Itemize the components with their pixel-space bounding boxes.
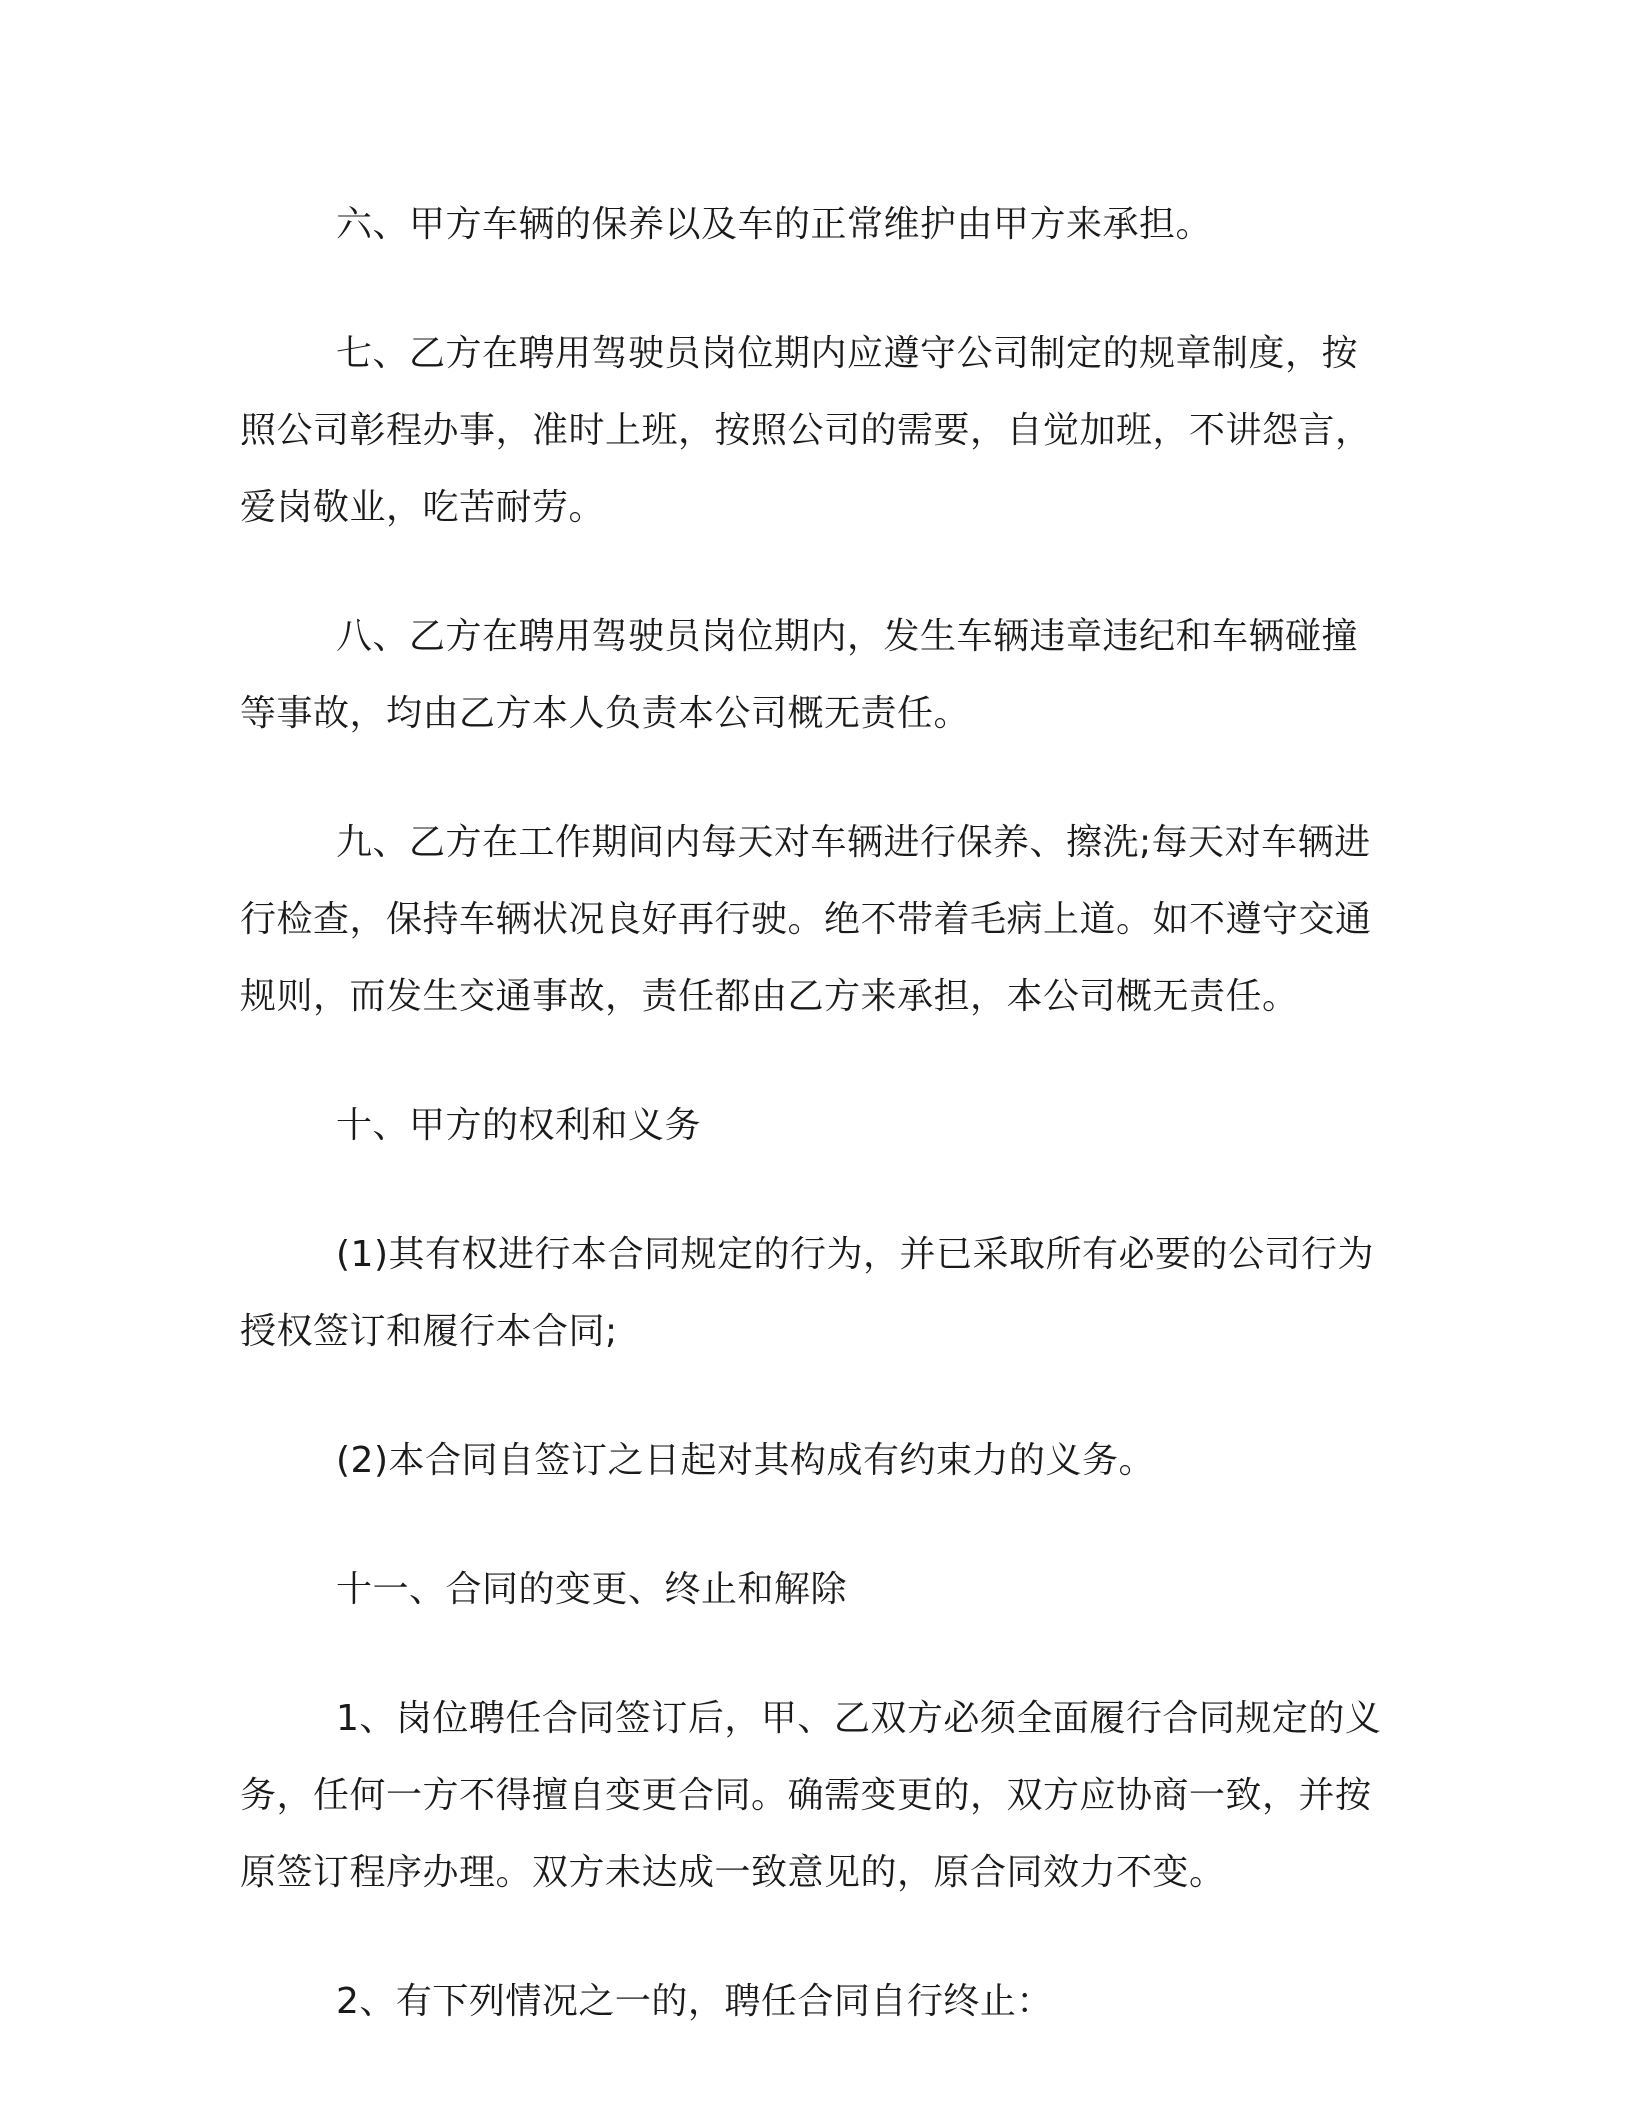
paragraph-right-2: (2)本合同自签订之日起对其构成有约束力的义务。 xyxy=(336,1440,1155,1481)
paragraph-clause-9: 九、乙方在工作期间内每天对车辆进行保养、擦洗;每天对车辆进行检查，保持车辆状况良好再行驶。绝不带着毛病上道。如不遵守交通规则，而发生交通事故，责任都由乙方来承担，本公司概无责任。 xyxy=(240,822,1372,1017)
paragraph-clause-7: 七、乙方在聘用驾驶员岗位期内应遵守公司制定的规章制度，按照公司彰程办事，准时上班，按照公司的需要，自觉加班，不讲怨言，爱岗敬业，吃苦耐劳。 xyxy=(240,333,1372,528)
heading-clause-11: 十一、合同的变更、终止和解除 xyxy=(336,1569,848,1610)
heading-clause-10: 十、甲方的权利和义务 xyxy=(336,1105,702,1146)
paragraph-change-1: 1、岗位聘任合同签订后，甲、乙双方必须全面履行合同规定的义务，任何一方不得擅自变更合同。确需变更的，双方应协商一致，并按原签订程序办理。双方未达成一致意见的，原合同效力不变。 xyxy=(240,1698,1382,1893)
paragraph-right-1: (1)其有权进行本合同规定的行为，并已采取所有必要的公司行为授权签订和履行本合同; xyxy=(240,1234,1374,1352)
paragraph-clause-6: 六、甲方车辆的保养以及车的正常维护由甲方来承担。 xyxy=(336,204,1213,245)
paragraph-clause-8: 八、乙方在聘用驾驶员岗位期内，发生车辆违章违纪和车辆碰撞等事故，均由乙方本人负责本公司概无责任。 xyxy=(240,616,1359,734)
paragraph-termination-2: 2、有下列情况之一的，聘任合同自行终止： xyxy=(336,1981,1053,2022)
document-body xyxy=(240,186,1390,2092)
